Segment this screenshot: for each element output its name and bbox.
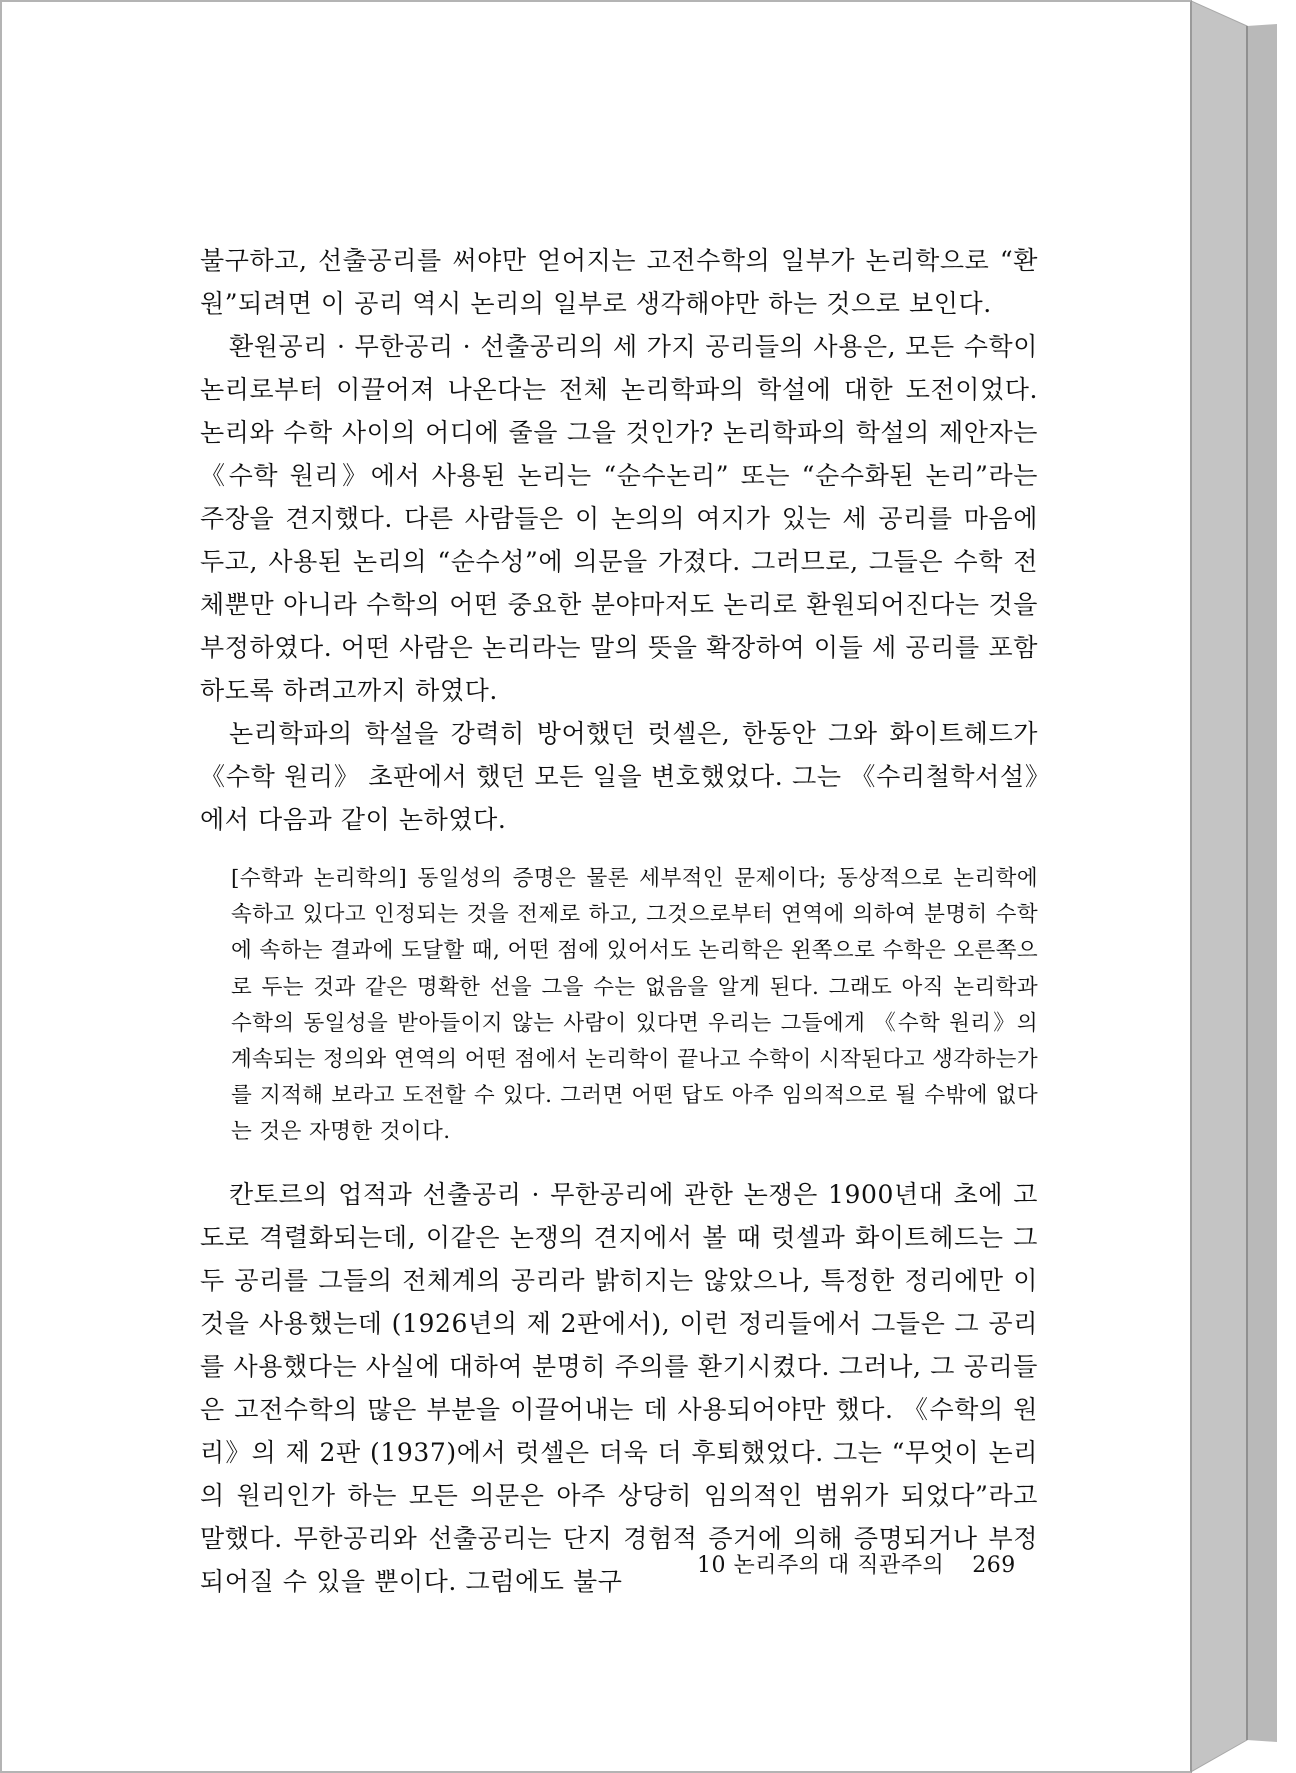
page-footer [697,1548,1016,1579]
paragraph-3: 논리학파의 학설을 강력히 방어했던 럿셀은, 한동안 그와 화이트헤드가 《수학 원리》 초판에서 했던 모든 일을 변호했었다. 그는 《수리철학서설》에서 다음과 같이 논하였다. [200,719,1038,834]
page-number: 269 [972,1553,1016,1578]
block-quote: [수학과 논리학의] 동일성의 증명은 물론 세부적인 문제이다; 동상적으로 논리학에 속하고 있다고 인정되는 것을 전제로 하고, 그것으로부터 연역에 의하여 분명히 수학에 속하는 결과에 도달할 때, 어떤 점에 있어서도 논리학은 왼쪽으로 수학은 오른쪽으로 두는 것과 같은 명확한 선을 그을 수는 없음을 알게 된다. 그래도 아직 논리학과 수학의 동일성을 받아들이지 않는 사람이 있다면 우리는 그들에게 《수학 원리》의 계속되는 정의와 연역의 어떤 점에서 논리학이 끝나고 수학이 시작된다고 생각하는가를 지적해 보라고 도전할 수 있다. 그러면 어떤 답도 아주 임의적으로 될 수밖에 없다는 것은 자명한 것이다. [231,866,1038,1145]
running-footer-chapter: 10 논리주의 대 직관주의 [697,1553,945,1578]
paragraph-1: 불구하고, 선출공리를 써야만 얻어지는 고전수학의 일부가 논리학으로 “환원”되려면 이 공리 역시 논리의 일부로 생각해야만 하는 것으로 보인다. [200,246,1038,318]
paragraph-2: 환원공리 · 무한공리 · 선출공리의 세 가지 공리들의 사용은, 모든 수학이 논리로부터 이끌어져 나온다는 전체 논리학파의 학설에 대한 도전이었다. 논리와 수학 사이의 어디에 줄을 그을 것인가? 논리학파의 학설의 제안자는 《수학 원리》에서 사용된 논리는 “순수논리” 또는 “순수화된 논리”라는 주장을 견지했다. 다른 사람들은 이 논의의 여지가 있는 세 공리를 마음에 두고, 사용된 논리의 “순수성”에 의문을 가졌다. 그러므로, 그들은 수학 전체뿐만 아니라 수학의 어떤 중요한 분야마저도 논리로 환원되어진다는 것을 부정하였다. 어떤 사람은 논리라는 말의 뜻을 확장하여 이들 세 공리를 포함하도록 하려고까지 하였다. [200,332,1038,705]
paragraph-4: 칸토르의 업적과 선출공리 · 무한공리에 관한 논쟁은 1900년대 초에 고도로 격렬화되는데, 이같은 논쟁의 견지에서 볼 때 럿셀과 화이트헤드는 그 두 공리를 그들의 전체계의 공리라 밝히지는 않았으나, 특정한 정리에만 이것을 사용했는데 (1926년의 제 2판에서), 이런 정리들에서 그들은 그 공리를 사용했다는 사실에 대하여 분명히 주의를 환기시켰다. 그러나, 그 공리들은 고전수학의 많은 부분을 이끌어내는 데 사용되어야만 했다. 《수학의 원리》의 제 2판 (1937)에서 럿셀은 더욱 더 후퇴했었다. 그는 “무엇이 논리의 원리인가 하는 모든 의문은 아주 상당히 임의적인 범위가 되었다”라고 말했다. 무한공리와 선출공리는 단지 경험적 증거에 의해 증명되거나 부정되어질 수 있을 뿐이다. 그럼에도 불구 [200,1179,1038,1596]
book-page-edge [1189,0,1281,1773]
page-body-text [200,239,1038,1603]
